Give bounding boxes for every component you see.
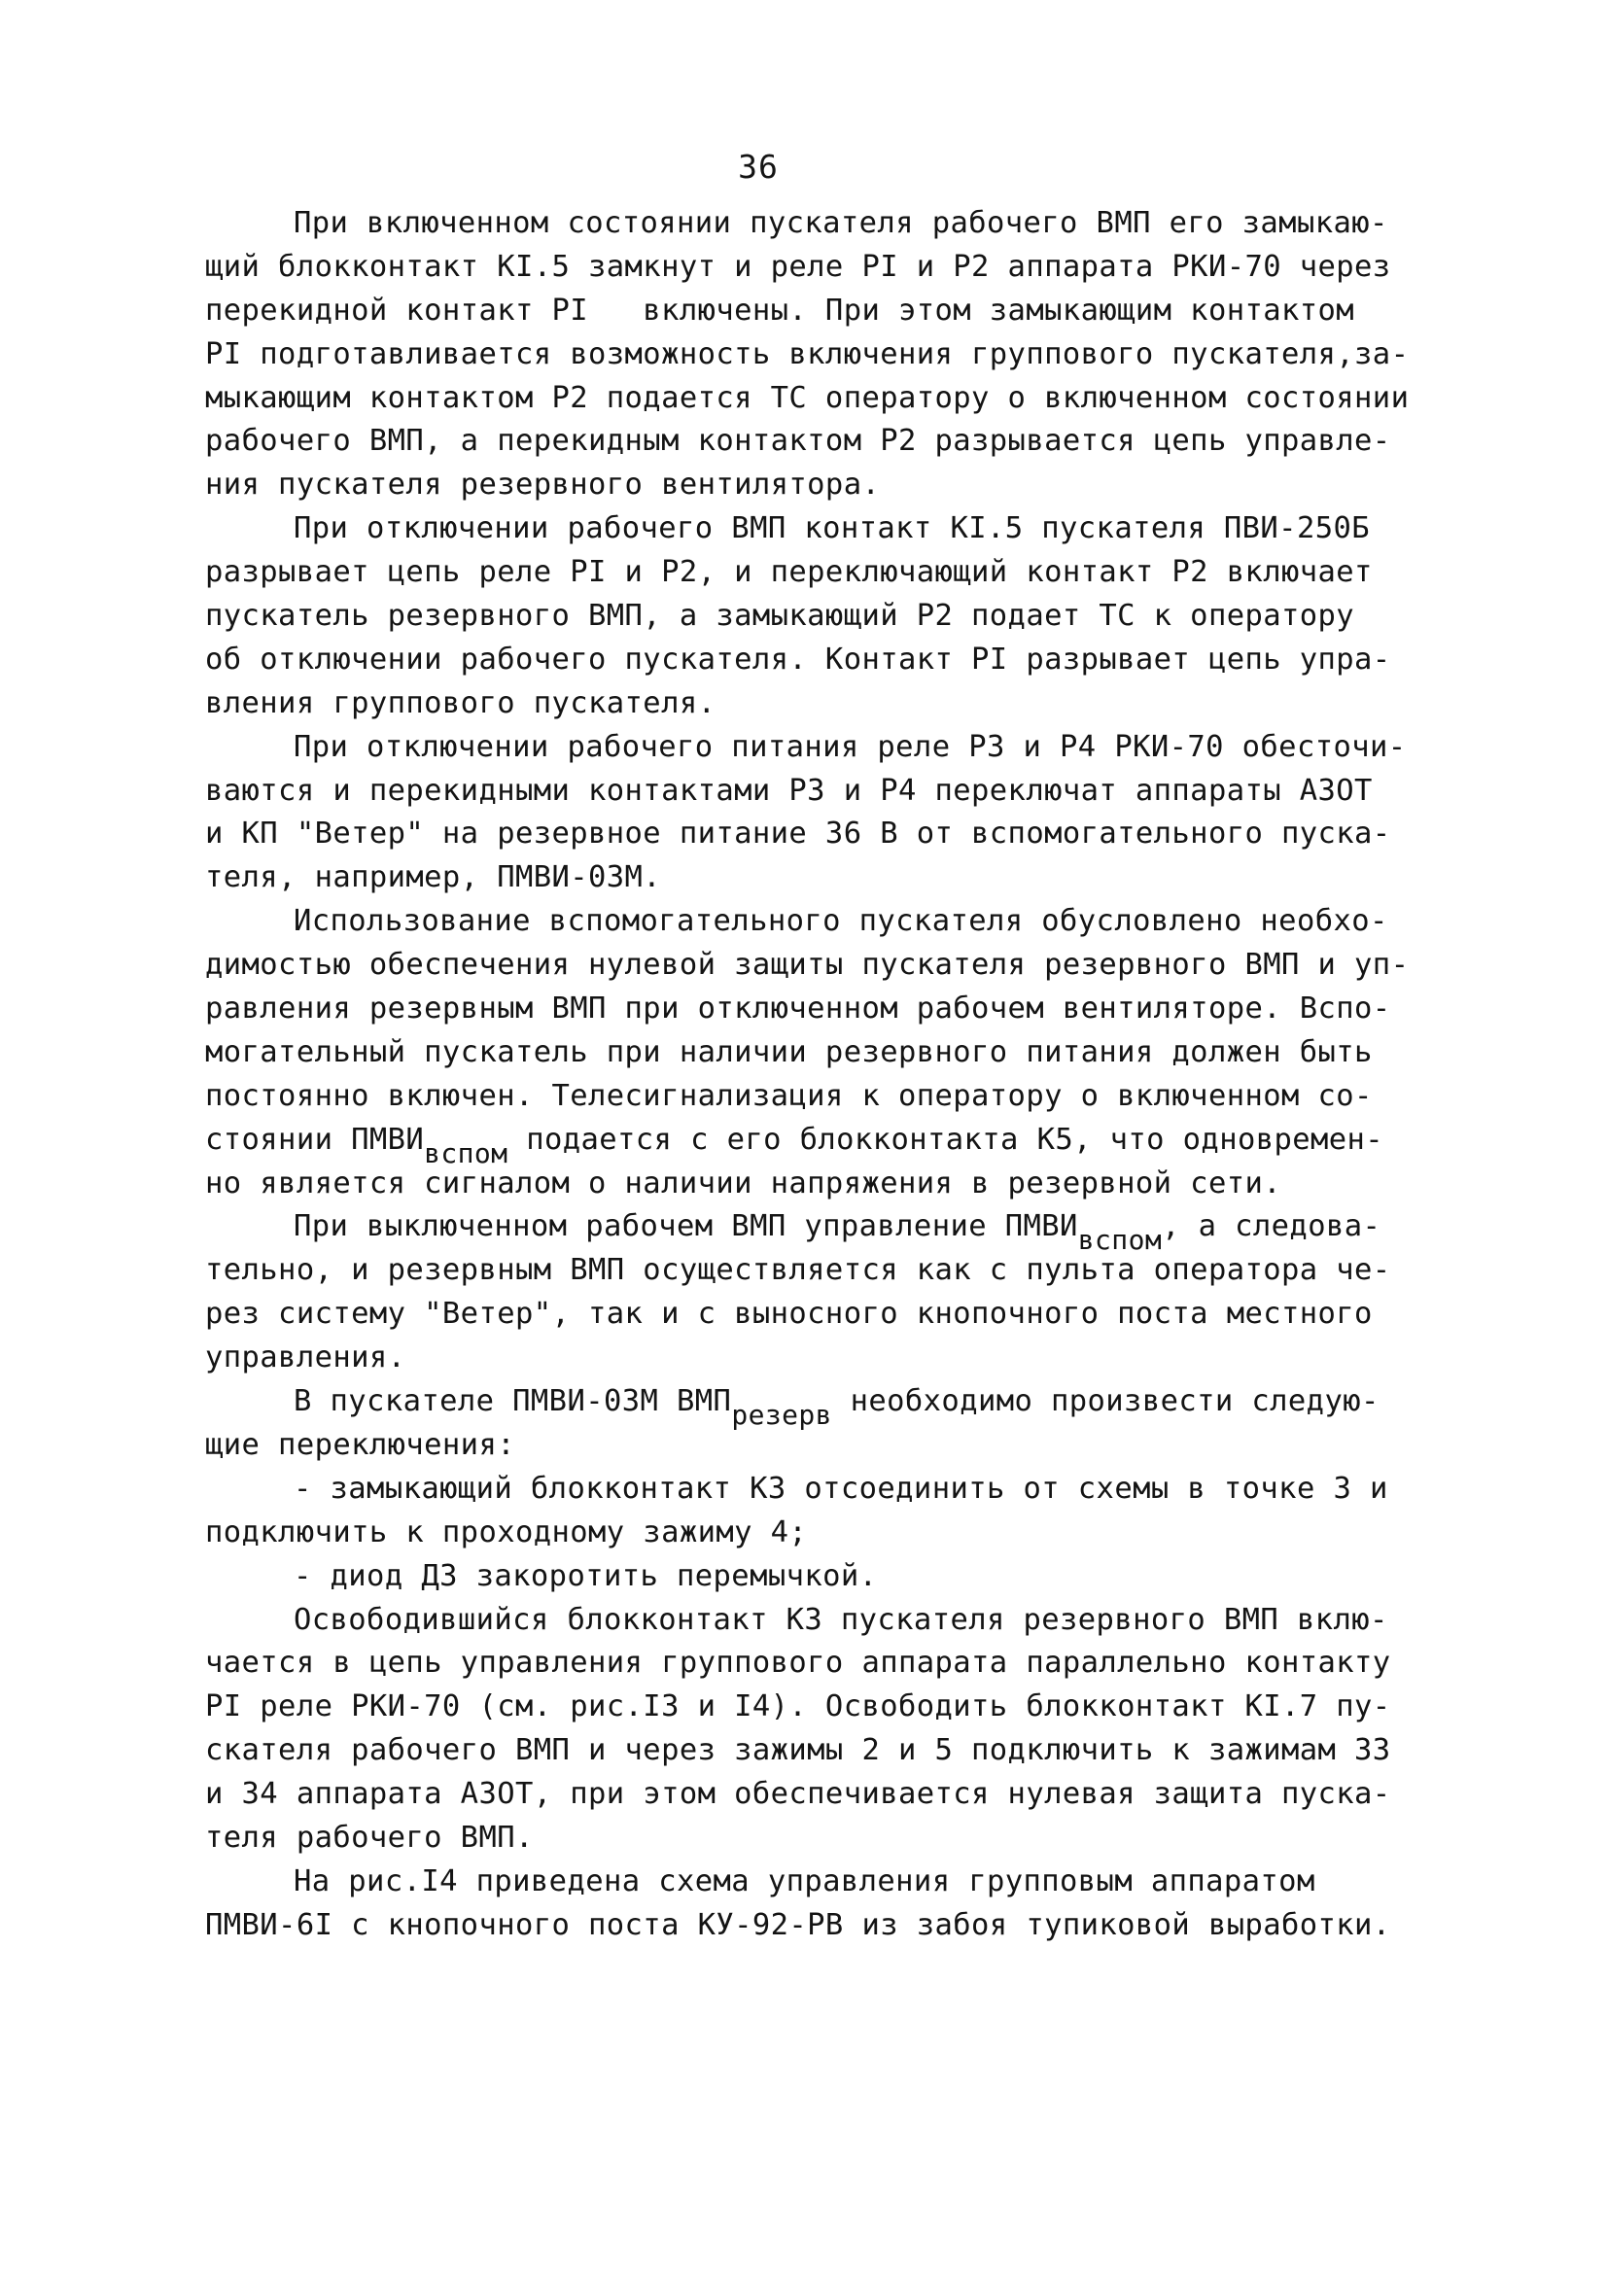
text-line: ПМВИ-6I с кнопочного поста КУ-92-РВ из забоя тупиковой выработки.: [205, 1907, 1391, 1942]
text-line: теля рабочего ВМП.: [205, 1820, 534, 1855]
text-line: рез систему "Ветер", так и с выносного кнопочного поста местного: [205, 1297, 1373, 1332]
text-line: перекидной контакт РI включены. При этом замыкающим контактом: [205, 293, 1355, 328]
text-line: скателя рабочего ВМП и через зажимы 2 и 5 подключить к зажимам 33: [205, 1733, 1391, 1768]
text-line: щий блокконтакт КI.5 замкнут и реле РI и Р2 аппарата РКИ-70 через: [205, 249, 1391, 284]
text-line: рабочего ВМП, а перекидным контактом Р2 разрывается цепь управле-: [205, 424, 1391, 459]
text-line: мыкающим контактом Р2 подается ТС оператору о включенном состоянии: [205, 380, 1410, 415]
text-line: об отключении рабочего пускателя. Контакт РI разрывает цепь упра-: [205, 642, 1391, 677]
text-line: - диод Д3 закоротить перемычкой.: [294, 1558, 878, 1593]
text-line: При включенном состоянии пускателя рабочего ВМП его замыкаю-: [294, 206, 1388, 240]
text-line: димостью обеспечения нулевой защиты пускателя резервного ВМП и уп-: [205, 948, 1410, 983]
text-line: РI реле РКИ-70 (см. рис.I3 и I4). Освободить блокконтакт КI.7 пу-: [205, 1689, 1391, 1724]
text-line: теля, например, ПМВИ-03М.: [205, 860, 662, 895]
text-line: щие переключения:: [205, 1427, 515, 1462]
text-line: чается в цепь управления группового аппарата параллельно контакту: [205, 1646, 1391, 1681]
text-line: вления группового пускателя.: [205, 685, 716, 720]
text-line: подключить к проходному зажиму 4;: [205, 1514, 808, 1549]
text-line: ния пускателя резервного вентилятора.: [205, 468, 881, 503]
text-line: и 34 аппарата АЗОТ, при этом обеспечивается нулевая защита пуска-: [205, 1777, 1391, 1812]
text-line: При отключении рабочего питания реле Р3 и Р4 РКИ-70 обесточи-: [294, 729, 1407, 764]
text-line: постоянно включен. Телесигнализация к оператору о включенном со-: [205, 1078, 1373, 1113]
subscript-text: вспом: [1077, 1224, 1163, 1257]
text-line: управления.: [205, 1340, 406, 1375]
text-line: На рис.I4 приведена схема управления групповым аппаратом: [294, 1863, 1315, 1898]
text-line: [205, 1119, 1411, 1169]
text-line: ваются и перекидными контактами Р3 и Р4 переключат аппараты АЗОТ: [205, 773, 1373, 808]
text-line: РI подготавливается возможность включения группового пускателя,за-: [205, 336, 1410, 371]
text-line: [205, 1205, 1411, 1257]
subscript-text: вспом: [424, 1136, 508, 1169]
text-line: [205, 1380, 1411, 1432]
text-segment: стоянии ПМВИ: [205, 1122, 425, 1157]
text-line: разрывает цепь реле РI и Р2, и переключающий контакт Р2 включает: [205, 555, 1373, 590]
text-line: При отключении рабочего ВМП контакт КI.5 пускателя ПВИ-250Б: [294, 511, 1370, 546]
text-line: и КП "Ветер" на резервное питание 36 В от вспомогательного пуска-: [205, 817, 1391, 852]
text-segment: подается с его блокконтакта К5, что одновремен-: [507, 1122, 1384, 1157]
page-number: 36: [738, 148, 779, 186]
text-line: равления резервным ВМП при отключенном рабочем вентиляторе. Вспо-: [205, 991, 1391, 1026]
text-segment: При выключенном рабочем ВМП управление ПМВИ: [294, 1209, 1078, 1244]
text-line: Использование вспомогательного пускателя обусловлено необхо-: [294, 904, 1388, 939]
text-segment: необходимо произвести следую-: [831, 1384, 1380, 1419]
subscript-text: резерв: [731, 1399, 832, 1432]
text-segment: , а следова-: [1162, 1209, 1381, 1244]
text-line: могательный пускатель при наличии резервного питания должен быть: [205, 1034, 1373, 1069]
text-line: пускатель резервного ВМП, а замыкающий Р2 подает ТС к оператору: [205, 599, 1355, 634]
body-text: [205, 202, 1411, 1948]
text-line: Освободившийся блокконтакт К3 пускателя резервного ВМП вклю-: [294, 1602, 1388, 1637]
text-segment: В пускателе ПМВИ-03М ВМП: [294, 1384, 732, 1419]
text-line: но является сигналом о наличии напряжения в резервной сети.: [205, 1165, 1281, 1200]
text-line: тельно, и резервным ВМП осуществляется как с пульта оператора че-: [205, 1253, 1391, 1288]
text-line: - замыкающий блокконтакт К3 отсоединить от схемы в точке 3 и: [294, 1471, 1388, 1506]
